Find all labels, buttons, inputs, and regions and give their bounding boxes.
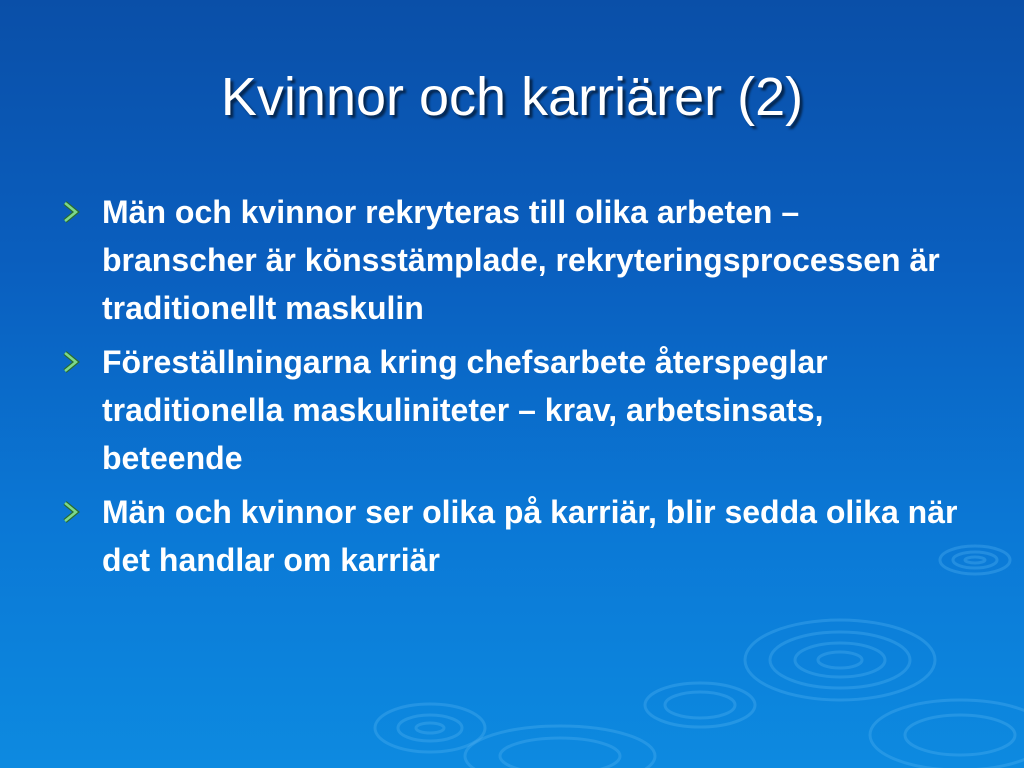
chevron-right-icon (62, 500, 82, 524)
slide-title: Kvinnor och karriärer (2) (220, 67, 804, 127)
bullet-item (62, 488, 962, 584)
bullet-item (62, 188, 962, 332)
bullet-text: Män och kvinnor ser olika på karriär, blir sedda olika när det handlar om karriär (102, 494, 958, 578)
chevron-right-icon (62, 350, 82, 374)
bullet-item (62, 338, 962, 482)
chevron-right-icon (62, 200, 82, 224)
bullet-list (62, 188, 962, 590)
bullet-text: Män och kvinnor rekryteras till olika arbeten – branscher är könsstämplade, rekryteringsprocessen är traditionellt maskulin (102, 194, 940, 326)
bullet-text: Föreställningarna kring chefsarbete återspeglar traditionella maskuliniteter – krav, arbetsinsats, beteende (102, 344, 828, 476)
